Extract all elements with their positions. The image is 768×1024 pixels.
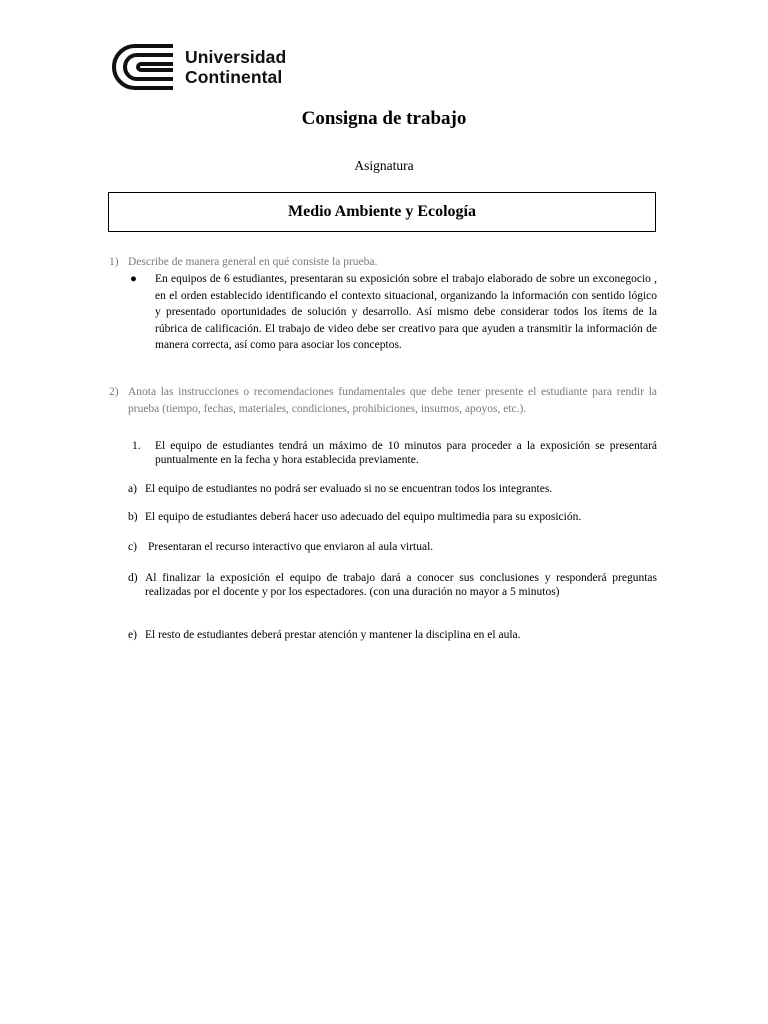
page-title: Consigna de trabajo: [301, 108, 467, 129]
item-marker: b): [128, 511, 138, 523]
item-text: Presentaran el recurso interactivo que enviaron al aula virtual.: [148, 541, 434, 553]
item-text: Al finalizar la exposición el equipo de trabajo dará a conocer sus conclusiones y responderá preguntas realizadas por el docente y por los espectadores. (con una duración no mayor a 5 minutos): [145, 572, 657, 598]
instruction-item: [128, 510, 657, 524]
item-text: El equipo de estudiantes no podrá ser evaluado si no se encuentran todos los integrantes.: [145, 483, 553, 495]
instruction-item: [128, 628, 657, 642]
item-marker: c): [128, 541, 137, 553]
instruction-item: [128, 571, 657, 599]
bullet-text: En equipos de 6 estudiantes, presentaran su exposición sobre el trabajo elaborado de sobre un exconegocio , en el orden establecido identificando el contexto situacional, organizando la información con sentido lógico y presentado oportunidades de solución y desarrollo. Así mismo debe considerar todos los ítems de la rúbrica de calificación. El trabajo de video debe ser creativo para que ayuden a transmitir la información de manera correcta, así como para asociar los conceptos.: [155, 273, 657, 351]
question-2: [109, 384, 657, 418]
question-number: 2): [109, 386, 119, 398]
item-text: El equipo de estudiantes tendrá un máximo de 10 minutos para proceder a la exposición se presentará puntualmente en la fecha y hora establecida previamente.: [155, 440, 657, 466]
item-marker: d): [128, 572, 138, 584]
university-name-line2: Continental: [185, 67, 283, 87]
bullet-icon: ●: [130, 273, 137, 285]
question-text: Describe de manera general en qué consiste la prueba.: [128, 256, 378, 268]
instruction-item: [128, 439, 657, 467]
instruction-item: [128, 540, 657, 554]
university-logo-icon: [109, 43, 175, 91]
course-name-box: [108, 192, 656, 232]
university-logo: [109, 43, 286, 91]
item-text: El resto de estudiantes deberá prestar atención y mantener la disciplina en el aula.: [145, 629, 521, 641]
university-name-line1: Universidad: [185, 47, 287, 67]
university-name: [185, 47, 286, 87]
item-text: El equipo de estudiantes deberá hacer uso adecuado del equipo multimedia para su exposición.: [145, 511, 582, 523]
subject-label: Asignatura: [354, 158, 414, 173]
item-marker: e): [128, 629, 137, 641]
question-1: [109, 254, 657, 271]
instruction-item: [128, 482, 657, 496]
question-text: Anota las instrucciones o recomendaciones fundamentales que debe tener presente el estudiante para rendir la prueba (tiempo, fechas, materiales, condiciones, prohibiciones, insumos, apoyos, etc.).: [128, 386, 657, 415]
course-name: Medio Ambiente y Ecología: [288, 203, 476, 220]
question-number: 1): [109, 256, 119, 268]
item-marker: 1.: [132, 440, 141, 452]
item-marker: a): [128, 483, 137, 495]
bullet-item: [130, 271, 657, 354]
